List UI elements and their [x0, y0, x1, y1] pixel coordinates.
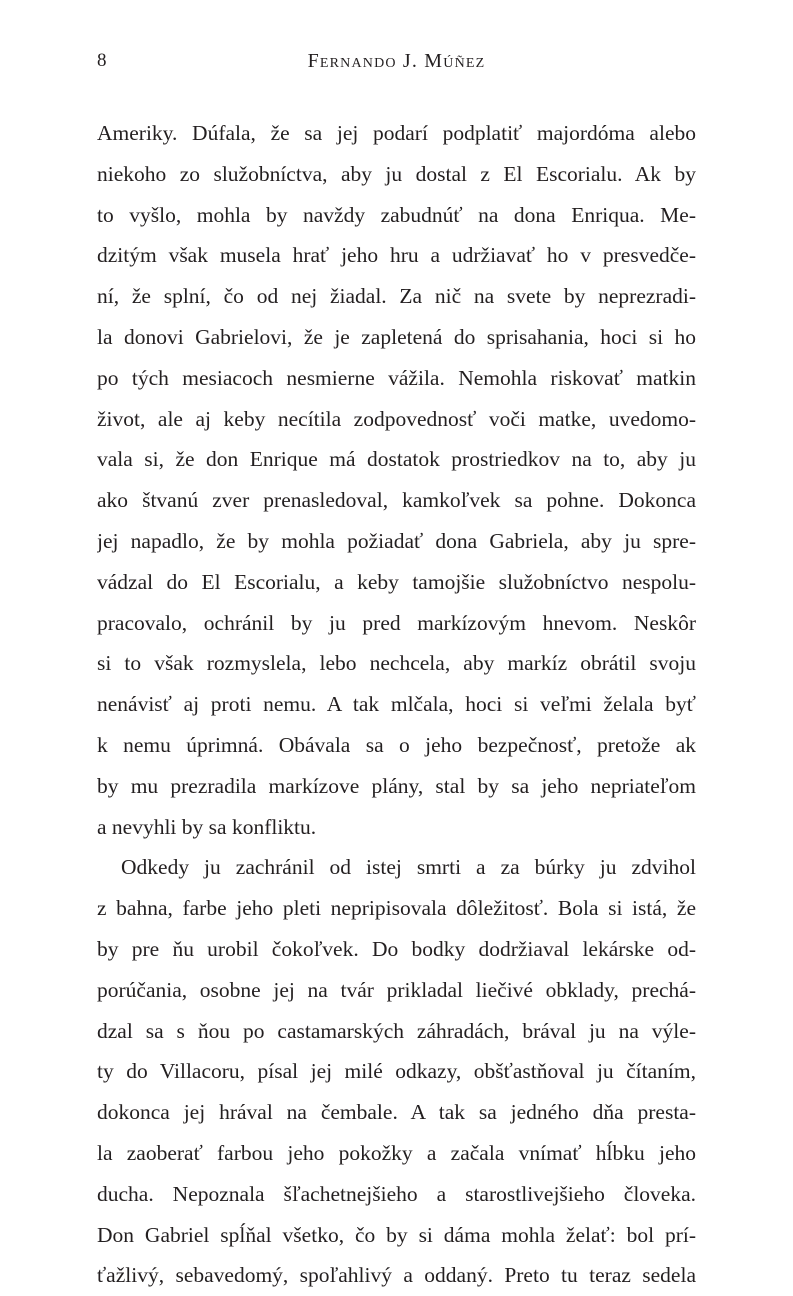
text-line: vádzal do El Escorialu, a keby tamojšie služobníctvo nespolu- — [97, 569, 696, 594]
text-line: dokonca jej hrával na čembale. A tak sa jedného dňa presta- — [97, 1100, 696, 1125]
text-line: a nevyhli by sa konfliktu. — [97, 814, 317, 839]
text-line: z bahna, farbe jeho pleti nepripisovala dôležitosť. Bola si istá, že — [97, 896, 696, 921]
text-line: život, ale aj keby necítila zodpovednosť voči matke, uvedomo- — [97, 406, 696, 431]
text-line: niekoho zo služobníctva, aby ju dostal z El Escorialu. Ak by — [97, 161, 696, 186]
text-line: dzal sa s ňou po castamarských záhradách, brával ju na výle- — [97, 1018, 696, 1043]
text-line: by mu prezradila markízove plány, stal by sa jeho nepriateľom — [97, 773, 696, 798]
text-line: ní, že splní, čo od nej žiadal. Za nič na svete by neprezradi- — [97, 284, 696, 309]
page-header — [97, 50, 696, 74]
page-number: 8 — [97, 50, 107, 71]
text-line: ako štvanú zver prenasledoval, kamkoľvek sa pohne. Dokonca — [97, 488, 696, 513]
text-line: ducha. Nepoznala šľachetnejšieho a starostlivejšieho človeka. — [97, 1181, 696, 1206]
text-line: by pre ňu urobil čokoľvek. Do bodky dodržiaval lekárske od- — [97, 936, 696, 961]
text-line: porúčania, osobne jej na tvár prikladal liečivé obklady, prechá- — [97, 977, 696, 1002]
paragraph — [97, 847, 696, 1296]
text-line: pracovalo, ochránil by ju pred markízovým hnevom. Neskôr — [97, 610, 696, 635]
text-line: la zaoberať farbou jeho pokožky a začala vnímať hĺbku jeho — [97, 1140, 696, 1165]
text-line: Don Gabriel spĺňal všetko, čo by si dáma mohla želať: bol prí- — [97, 1222, 696, 1247]
text-line: si to však rozmyslela, lebo nechcela, aby markíz obrátil svoju — [97, 651, 696, 676]
text-line: to vyšlo, mohla by navždy zabudnúť na dona Enriqua. Me- — [97, 202, 696, 227]
text-line: vala si, že don Enrique má dostatok prostriedkov na to, aby ju — [97, 447, 696, 472]
body-text — [97, 113, 696, 1296]
text-line: la donovi Gabrielovi, že je zapletená do sprisahania, hoci si ho — [97, 324, 696, 349]
text-line: jej napadlo, že by mohla požiadať dona Gabriela, aby ju spre- — [97, 528, 696, 553]
text-line: nenávisť aj proti nemu. A tak mlčala, hoci si veľmi želala byť — [97, 692, 696, 717]
text-line: ty do Villacoru, písal jej milé odkazy, obšťastňoval ju čítaním, — [97, 1059, 696, 1084]
text-line: Ameriky. Dúfala, že sa jej podarí podplatiť majordóma alebo — [97, 121, 696, 145]
paragraph — [97, 113, 696, 847]
text-line: k nemu úprimná. Obávala sa o jeho bezpečnosť, pretože ak — [97, 732, 696, 757]
text-line: ťažlivý, sebavedomý, spoľahlivý a oddaný. Preto tu teraz sedela — [97, 1263, 696, 1288]
text-line: po tých mesiacoch nesmierne vážila. Nemohla riskovať matkin — [97, 365, 696, 390]
text-line: Odkedy ju zachránil od istej smrti a za búrky ju zdvihol — [121, 855, 696, 880]
text-line: dzitým však musela hrať jeho hru a udržiavať ho v presvedče- — [97, 243, 696, 268]
running-head: Fernando J. Múñez — [307, 50, 486, 72]
